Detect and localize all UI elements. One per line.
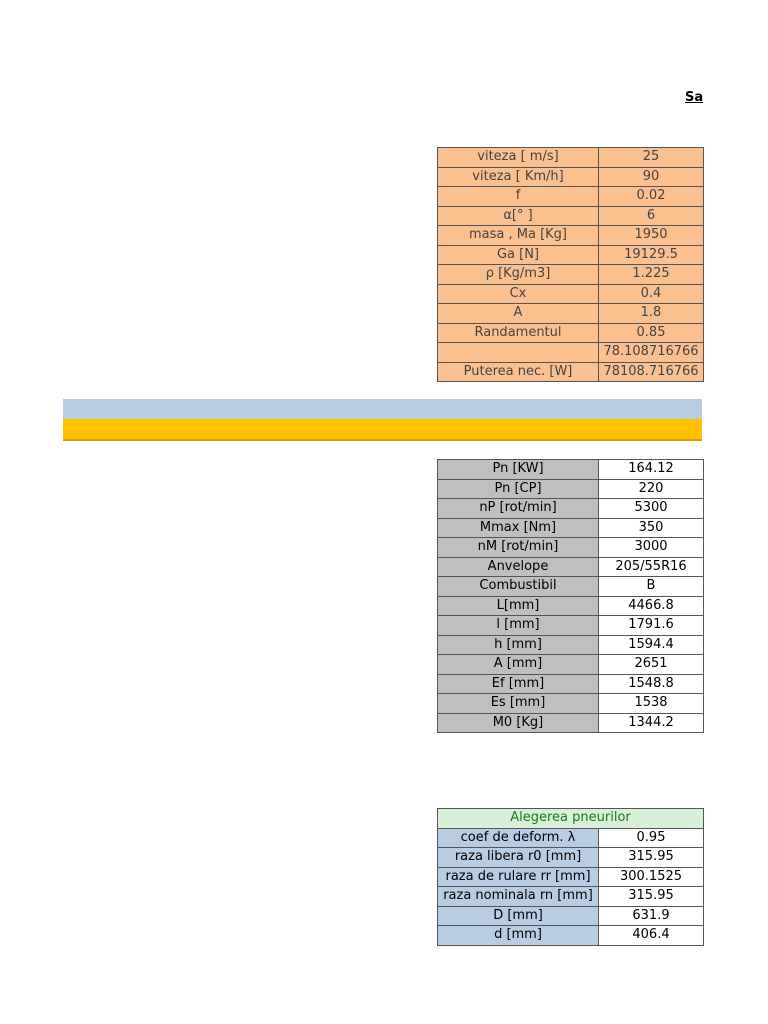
table-row xyxy=(438,713,704,733)
table-row xyxy=(438,828,704,848)
spec-value[interactable]: 350 xyxy=(599,518,704,538)
table-row xyxy=(438,906,704,926)
spec-value[interactable]: 4466.8 xyxy=(599,596,704,616)
spec-value[interactable]: 220 xyxy=(599,479,704,499)
parameter-value[interactable]: 0.4 xyxy=(599,284,704,304)
tire-label[interactable]: raza de rulare rr [mm] xyxy=(438,867,599,887)
tire-label[interactable]: raza libera r0 [mm] xyxy=(438,848,599,868)
table-row xyxy=(438,577,704,597)
spec-value[interactable]: 1791.6 xyxy=(599,616,704,636)
tire-table-header[interactable]: Alegerea pneurilor xyxy=(438,809,704,829)
spec-value[interactable]: 1594.4 xyxy=(599,635,704,655)
spec-label[interactable]: L[mm] xyxy=(438,596,599,616)
tire-value[interactable]: 315.95 xyxy=(599,848,704,868)
parameter-value[interactable]: 1950 xyxy=(599,226,704,246)
spec-value[interactable]: B xyxy=(599,577,704,597)
table-row xyxy=(438,635,704,655)
table-row xyxy=(438,304,704,324)
tire-label[interactable]: D [mm] xyxy=(438,906,599,926)
spec-label[interactable]: Mmax [Nm] xyxy=(438,518,599,538)
vehicle-specs-table xyxy=(437,459,704,733)
table-row xyxy=(438,284,704,304)
spec-label[interactable]: l [mm] xyxy=(438,616,599,636)
parameter-value[interactable]: 78108.716766 xyxy=(599,362,704,382)
table-row xyxy=(438,460,704,480)
tire-value[interactable]: 406.4 xyxy=(599,926,704,946)
spec-label[interactable]: Ef [mm] xyxy=(438,674,599,694)
spec-value[interactable]: 5300 xyxy=(599,499,704,519)
table-row xyxy=(438,187,704,207)
table-row xyxy=(438,518,704,538)
table-row xyxy=(438,148,704,168)
table-header-row xyxy=(438,809,704,829)
table-row xyxy=(438,362,704,382)
spec-label[interactable]: M0 [Kg] xyxy=(438,713,599,733)
parameter-value[interactable]: 0.02 xyxy=(599,187,704,207)
tire-value[interactable]: 0.95 xyxy=(599,828,704,848)
table-row xyxy=(438,616,704,636)
spec-value[interactable]: 1538 xyxy=(599,694,704,714)
table-row xyxy=(438,206,704,226)
input-parameters-table xyxy=(437,147,704,382)
table-row xyxy=(438,596,704,616)
parameter-label[interactable] xyxy=(438,343,599,363)
parameter-value[interactable]: 6 xyxy=(599,206,704,226)
parameter-value[interactable]: 90 xyxy=(599,167,704,187)
table-row xyxy=(438,848,704,868)
parameter-value[interactable]: 1.8 xyxy=(599,304,704,324)
table-row xyxy=(438,226,704,246)
parameter-label[interactable]: viteza [ m/s] xyxy=(438,148,599,168)
spec-value[interactable]: 164.12 xyxy=(599,460,704,480)
spec-label[interactable]: Anvelope xyxy=(438,557,599,577)
tire-selection-table xyxy=(437,808,704,946)
page-title: Sa xyxy=(685,90,704,105)
parameter-value[interactable]: 0.85 xyxy=(599,323,704,343)
parameter-value[interactable]: 25 xyxy=(599,148,704,168)
table-row xyxy=(438,887,704,907)
spec-value[interactable]: 1548.8 xyxy=(599,674,704,694)
parameter-label[interactable]: Ga [N] xyxy=(438,245,599,265)
spec-label[interactable]: h [mm] xyxy=(438,635,599,655)
table-row xyxy=(438,343,704,363)
parameter-label[interactable]: Cx xyxy=(438,284,599,304)
spec-label[interactable]: Es [mm] xyxy=(438,694,599,714)
table-row xyxy=(438,867,704,887)
table-row xyxy=(438,265,704,285)
parameter-label[interactable]: ρ [Kg/m3] xyxy=(438,265,599,285)
spec-value[interactable]: 205/55R16 xyxy=(599,557,704,577)
spec-label[interactable]: nP [rot/min] xyxy=(438,499,599,519)
parameter-value[interactable]: 78.108716766 xyxy=(599,343,704,363)
spec-value[interactable]: 3000 xyxy=(599,538,704,558)
section-divider-blue xyxy=(63,399,702,419)
table-row xyxy=(438,167,704,187)
table-row xyxy=(438,674,704,694)
table-row xyxy=(438,245,704,265)
tire-value[interactable]: 315.95 xyxy=(599,887,704,907)
parameter-label[interactable]: f xyxy=(438,187,599,207)
tire-value[interactable]: 300.1525 xyxy=(599,867,704,887)
parameter-label[interactable]: A xyxy=(438,304,599,324)
parameter-label[interactable]: α[° ] xyxy=(438,206,599,226)
table-row xyxy=(438,694,704,714)
table-row xyxy=(438,926,704,946)
parameter-value[interactable]: 1.225 xyxy=(599,265,704,285)
table-row xyxy=(438,499,704,519)
spec-value[interactable]: 1344.2 xyxy=(599,713,704,733)
tire-value[interactable]: 631.9 xyxy=(599,906,704,926)
section-divider-orange xyxy=(63,419,702,441)
tire-label[interactable]: coef de deform. λ xyxy=(438,828,599,848)
tire-label[interactable]: d [mm] xyxy=(438,926,599,946)
table-row xyxy=(438,323,704,343)
parameter-label[interactable]: masa , Ma [Kg] xyxy=(438,226,599,246)
spec-label[interactable]: Pn [CP] xyxy=(438,479,599,499)
parameter-label[interactable]: viteza [ Km/h] xyxy=(438,167,599,187)
table-row xyxy=(438,538,704,558)
spec-label[interactable]: Combustibil xyxy=(438,577,599,597)
spec-value[interactable]: 2651 xyxy=(599,655,704,675)
parameter-label[interactable]: Randamentul xyxy=(438,323,599,343)
tire-label[interactable]: raza nominala rn [mm] xyxy=(438,887,599,907)
table-row xyxy=(438,557,704,577)
parameter-value[interactable]: 19129.5 xyxy=(599,245,704,265)
table-row xyxy=(438,479,704,499)
table-row xyxy=(438,655,704,675)
spec-label[interactable]: A [mm] xyxy=(438,655,599,675)
spec-label[interactable]: Pn [KW] xyxy=(438,460,599,480)
spec-label[interactable]: nM [rot/min] xyxy=(438,538,599,558)
parameter-label[interactable]: Puterea nec. [W] xyxy=(438,362,599,382)
